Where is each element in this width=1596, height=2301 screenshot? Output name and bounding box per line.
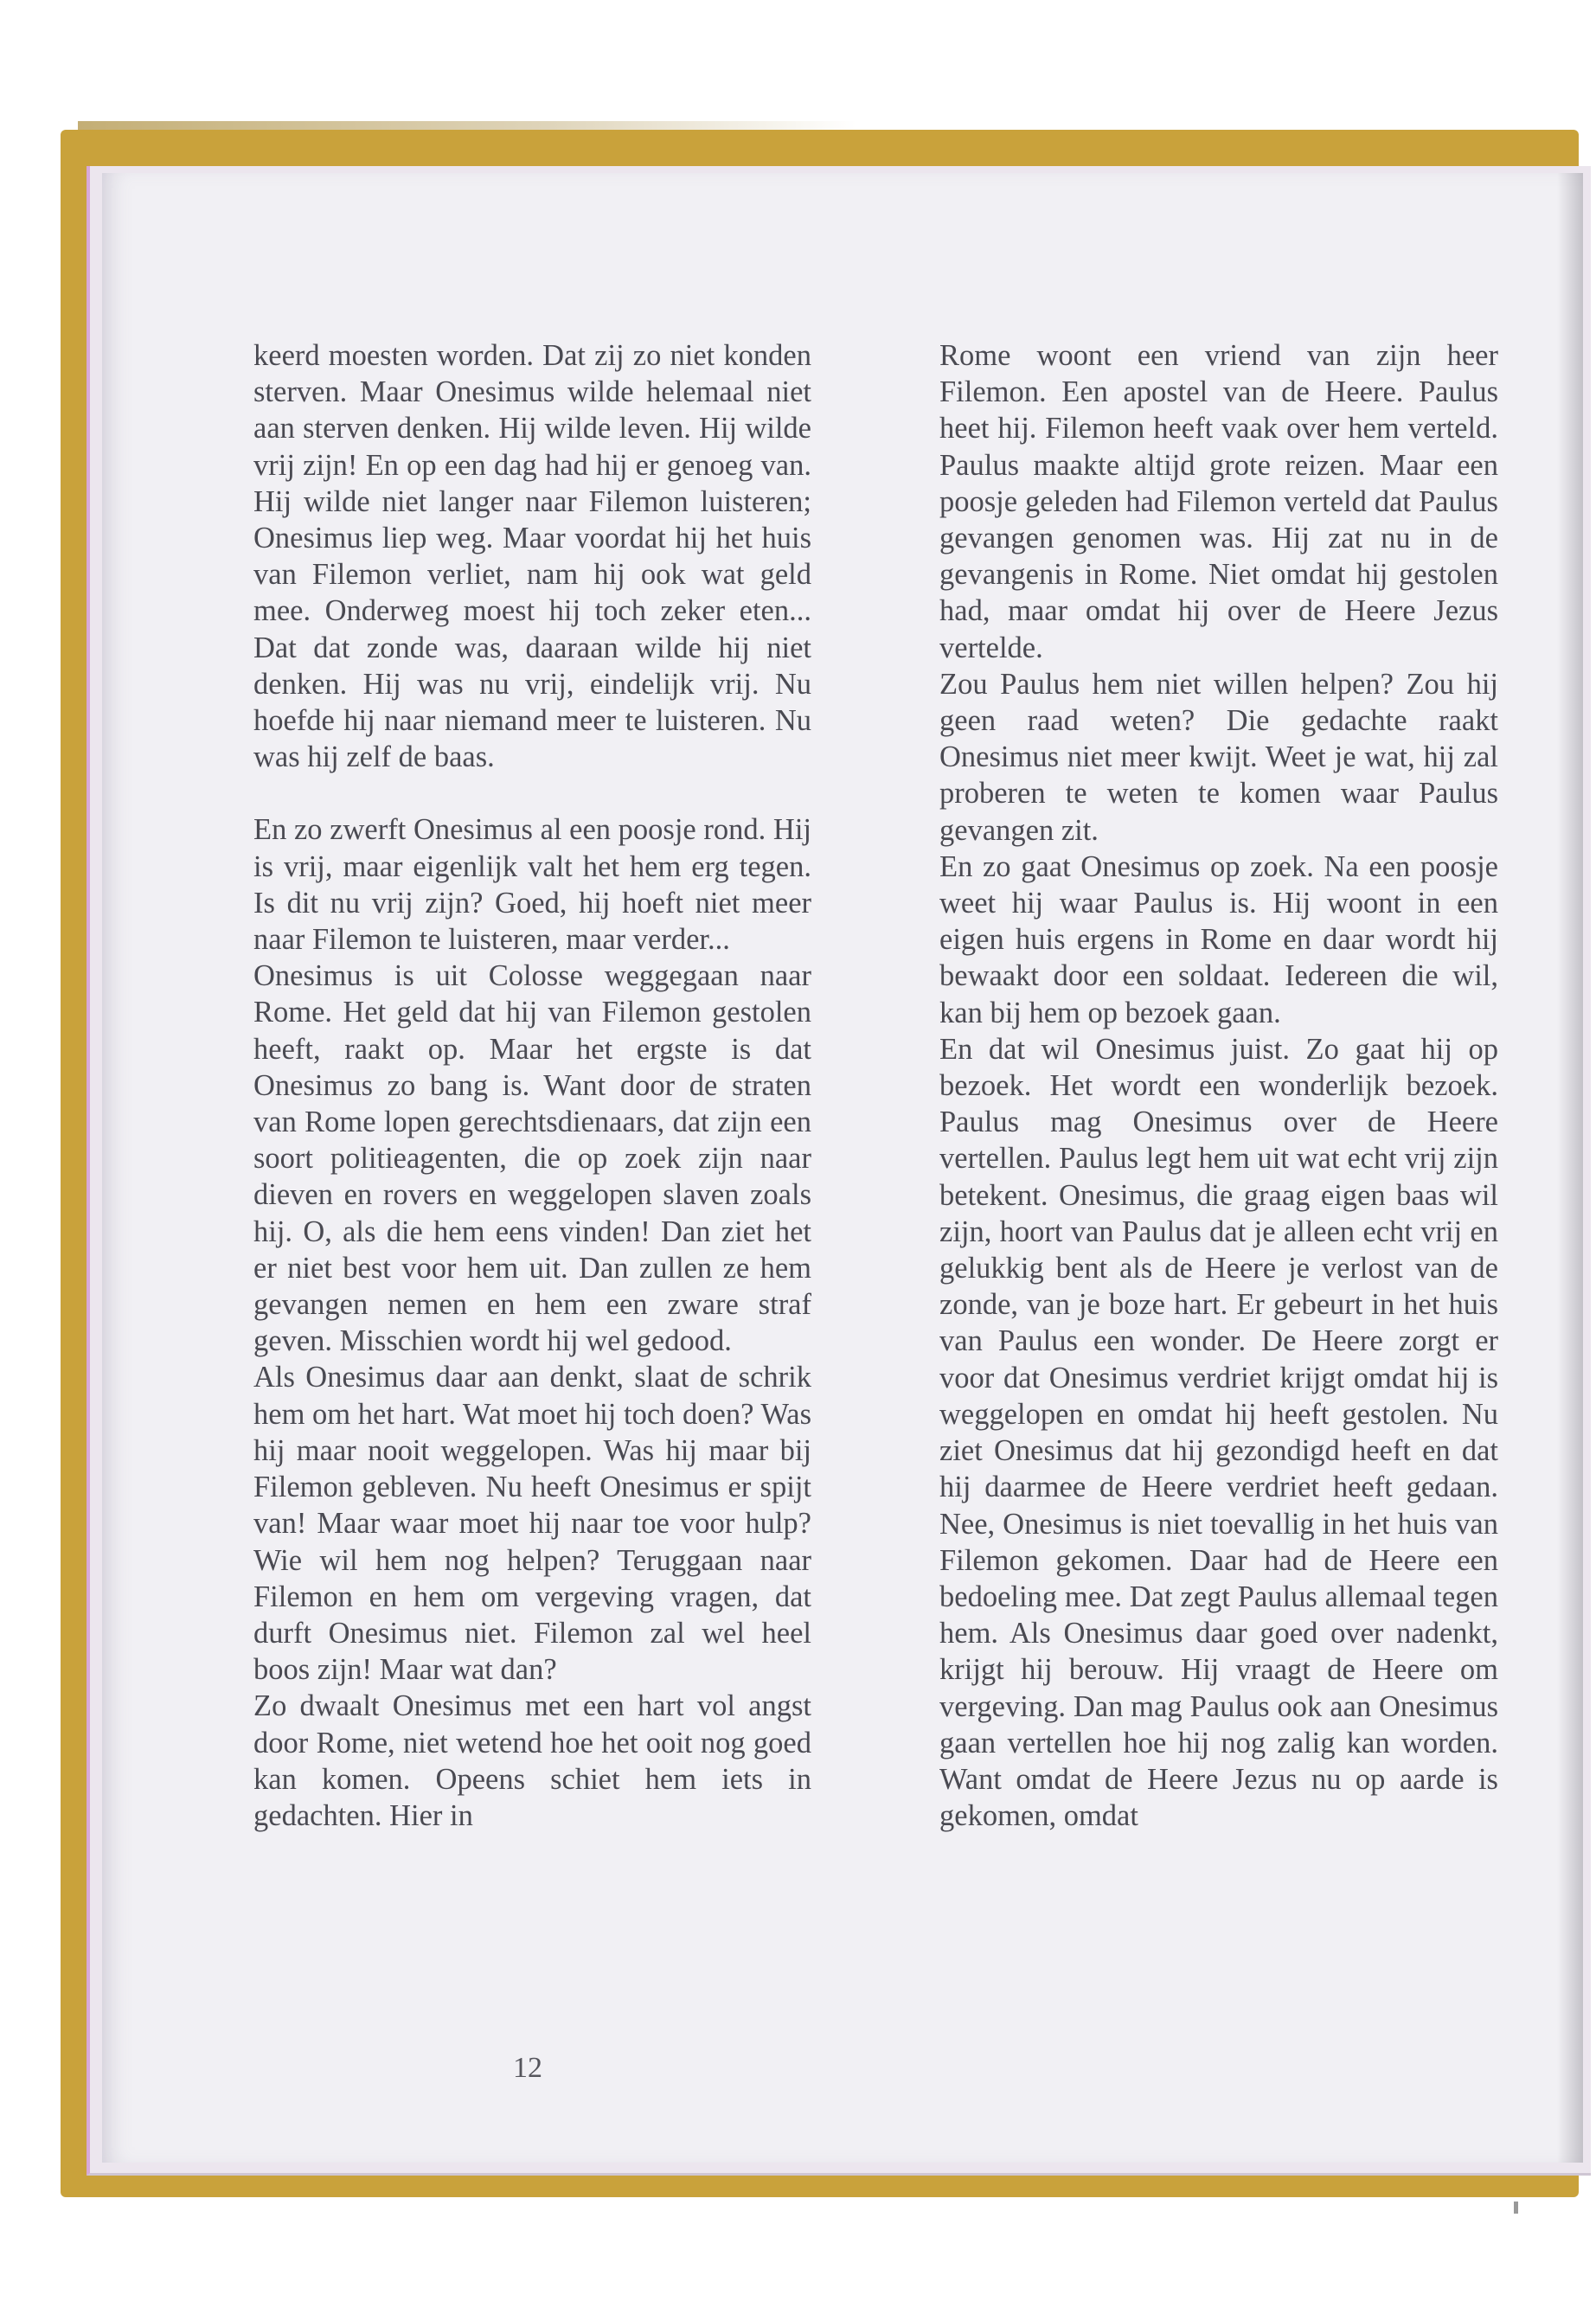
- paragraph: keerd moesten worden. Dat zij zo niet konden sterven. Maar Onesimus wilde helemaal niet aan sterven denken. Hij wilde leven. Hij wilde vrij zijn! En op een dag had hij er genoeg van. Hij wilde niet langer naar Filemon luisteren; Onesimus liep weg. Maar voordat hij het huis van Filemon verliet, nam hij ook wat geld mee. Onderweg moest hij toch zeker eten... Dat dat zonde was, daaraan wilde hij niet denken. Hij was nu vrij, eindelijk vrij. Nu hoefde hij naar niemand meer te luisteren. Nu was hij zelf de baas.: [253, 339, 811, 774]
- paragraph: En zo zwerft Onesimus al een poosje rond. Hij is vrij, maar eigenlijk valt het hem erg tegen. Is dit nu vrij zijn? Goed, hij hoeft niet meer naar Filemon te luisteren, maar verder...: [253, 813, 811, 957]
- paragraph: Als Onesimus daar aan denkt, slaat de schrik hem om het hart. Wat moet hij toch doen? Was hij maar nooit weggelopen. Was hij maar bij Filemon gebleven. Nu heeft Onesimus er spijt van! Maar waar moet hij naar toe voor hulp? Wie wil hem nog helpen? Teruggaan naar Filemon en hem om vergeving vragen, dat durft Onesimus niet. Filemon zal wel heel boos zijn! Maar wat dan?: [253, 1361, 811, 1687]
- scan-mark: [1514, 2202, 1518, 2214]
- page-number: 12: [513, 2052, 542, 2084]
- paragraph: En zo gaat Onesimus op zoek. Na een poosje weet hij waar Paulus is. Hij woont in een eigen huis ergens in Rome en daar wordt hij bewaakt door een soldaat. Iedereen die wil, kan bij hem op bezoek gaan.: [939, 849, 1498, 1029]
- left-text-column: [253, 337, 811, 1834]
- paragraph: Onesimus is uit Colosse weggegaan naar Rome. Het geld dat hij van Filemon gestolen heeft, raakt op. Maar het ergste is dat Onesimus zo bang is. Want door de straten van Rome lopen gerechtsdienaars, dat zijn een soort politieagenten, die op zoek zijn naar dieven en rovers en weggelopen slaven zoals hij. O, als die hem eens vinden! Dan ziet het er niet best voor hem uit. Dan zullen ze hem gevangen nemen en hem een zware straf geven. Misschien wordt hij wel gedood.: [253, 959, 811, 1358]
- paragraph: En dat wil Onesimus juist. Zo gaat hij op bezoek. Het wordt een wonderlijk bezoek. Paulus mag Onesimus over de Heere vertellen. Paulus legt hem uit wat echt vrij zijn betekent. Onesimus, die graag eigen baas wil zijn, hoort van Paulus dat je alleen echt vrij en gelukkig bent als de Heere je verlost van de zonde, van je boze hart. Er gebeurt in het huis van Paulus een wonder. De Heere zorgt er voor dat Onesimus verdriet krijgt omdat hij is weggelopen en omdat hij heeft gestolen. Nu ziet Onesimus dat hij gezondigd heeft en dat hij daarmee de Heere verdriet heeft gedaan. Nee, Onesimus is niet toevallig in het huis van Filemon gekomen. Daar had de Heere een bedoeling mee. Dat zegt Paulus allemaal tegen hem. Als Onesimus daar goed over nadenkt, krijgt hij berouw. Hij vraagt de Heere om vergeving. Dan mag Paulus ook aan Onesimus gaan vertellen hoe hij nog zalig kan worden. Want omdat de Heere Jezus nu op aarde is gekomen, omdat: [939, 1032, 1498, 1833]
- right-text-column: [939, 337, 1498, 1834]
- page-gutter-shadow: [1557, 173, 1583, 2163]
- paragraph: Rome woont een vriend van zijn heer Filemon. Een apostel van de Heere. Paulus heet hij. Filemon heeft vaak over hem verteld. Paulus maakte altijd grote reizen. Maar een poosje geleden had Filemon verteld dat Paulus gevangen genomen was. Hij zat nu in de gevangenis in Rome. Niet omdat hij gestolen had, maar omdat hij over de Heere Jezus vertelde.: [939, 339, 1498, 664]
- paragraph: Zo dwaalt Onesimus met een hart vol angst door Rome, niet wetend hoe het ooit nog goed kan komen. Opeens schiet hem iets in gedachten. Hier in: [253, 1689, 811, 1832]
- paragraph: Zou Paulus hem niet willen helpen? Zou hij geen raad weten? Die gedachte raakt Onesimus niet meer kwijt. Weet je wat, hij zal proberen te weten te komen waar Paulus gevangen zit.: [939, 667, 1498, 847]
